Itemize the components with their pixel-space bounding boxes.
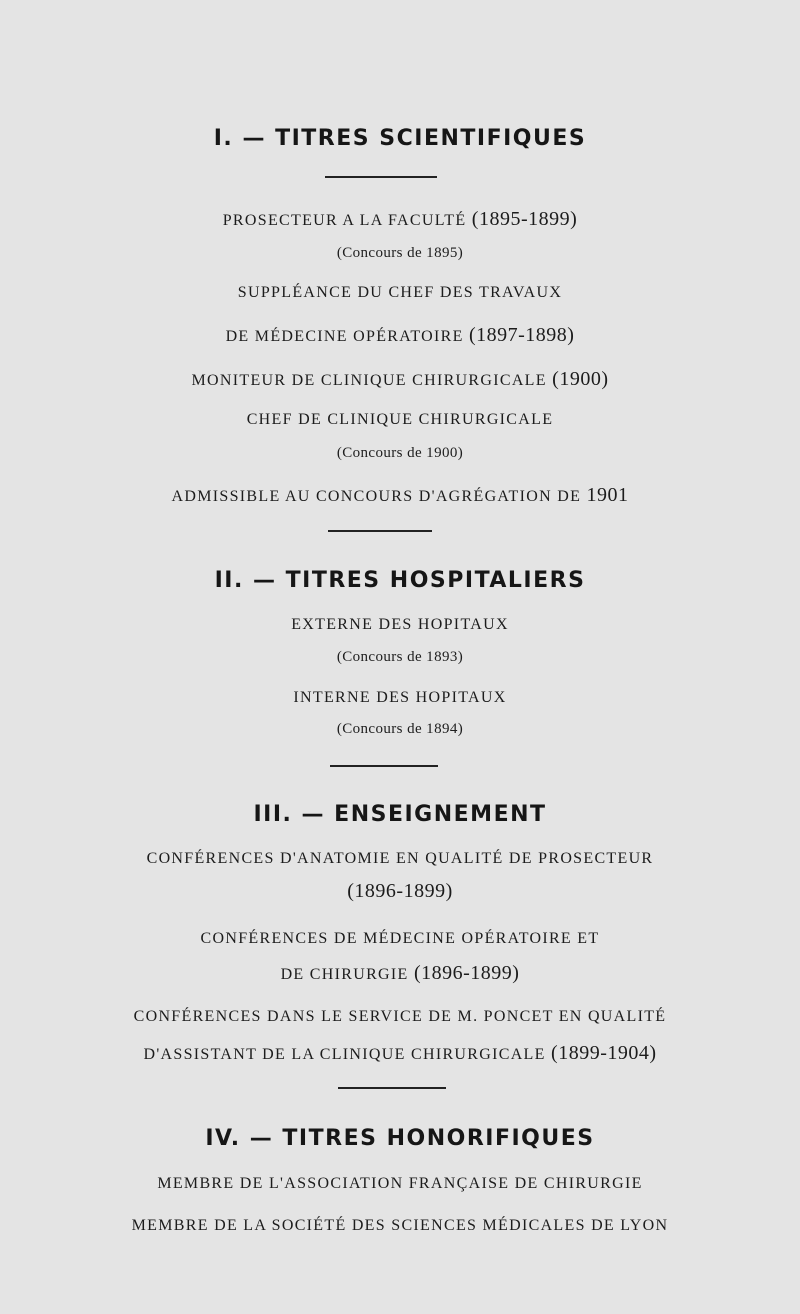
entry-year: (1895-1899) — [471, 208, 578, 230]
section-divider — [330, 765, 438, 767]
section-divider — [325, 176, 437, 178]
entry-assistant — [0, 1042, 800, 1065]
entry-text: DE MÉDECINE OPÉRATOIRE — [225, 328, 464, 345]
entry-concours-1895: (Concours de 1895) — [336, 245, 464, 261]
entry-interne — [0, 689, 800, 707]
entry-admissible — [0, 484, 800, 507]
entry-concours-1893: (Concours de 1893) — [336, 649, 464, 665]
entry-text: CONFÉRENCES D'ANATOMIE EN QUALITÉ DE PROSECTEUR — [146, 850, 654, 867]
entry-year: (1896-1899) — [347, 880, 453, 902]
entry-conferences-poncet — [0, 1008, 800, 1026]
entry-text: CONFÉRENCES DE MÉDECINE OPÉRATOIRE ET — [200, 930, 600, 947]
entry-conferences-medecine — [0, 930, 800, 948]
section-divider — [328, 530, 432, 532]
entry-text: SUPPLÉANCE DU CHEF DES TRAVAUX — [237, 284, 563, 301]
entry-text: ADMISSIBLE AU CONCOURS D'AGRÉGATION DE — [171, 488, 582, 505]
entry-text: MONITEUR DE CLINIQUE CHIRURGICALE — [191, 372, 547, 389]
entry-text: MEMBRE DE LA SOCIÉTÉ DES SCIENCES MÉDICALES DE LYON — [131, 1217, 669, 1234]
section-heading-titres-honorifiques: IV. — TITRES HONORIFIQUES — [205, 1126, 595, 1151]
entry-text: MEMBRE DE L'ASSOCIATION FRANÇAISE DE CHIRURGIE — [157, 1175, 643, 1192]
section-heading-titres-scientifiques: I. — TITRES SCIENTIFIQUES — [213, 126, 587, 151]
entry-conferences-anatomie — [0, 850, 800, 868]
entry-year: 1901 — [586, 484, 629, 506]
entry-moniteur — [0, 368, 800, 391]
entry-chirurgie — [0, 962, 800, 985]
section-heading-enseignement: III. — ENSEIGNEMENT — [253, 802, 547, 827]
entry-text: CONFÉRENCES DANS LE SERVICE DE M. PONCET EN QUALITÉ — [133, 1008, 667, 1025]
entry-year: (1897-1898) — [468, 324, 575, 346]
entry-year: (1899-1904) — [551, 1042, 657, 1064]
entry-years-anatomie — [0, 880, 800, 903]
entry-text: EXTERNE DES HOPITAUX — [291, 616, 509, 633]
entry-year: (1896-1899) — [413, 962, 520, 984]
entry-membre-association — [0, 1175, 800, 1193]
entry-text: DE CHIRURGIE — [280, 966, 409, 983]
entry-text: INTERNE DES HOPITAUX — [293, 689, 507, 706]
section-heading-titres-hospitaliers: II. — TITRES HOSPITALIERS — [214, 568, 586, 593]
entry-prosecteur — [0, 208, 800, 231]
section-divider — [338, 1087, 446, 1089]
entry-year: (1900) — [552, 368, 609, 390]
entry-chef-clinique — [0, 411, 800, 429]
entry-medecine-operatoire — [0, 324, 800, 347]
entry-text: PROSECTEUR A LA FACULTÉ — [222, 212, 467, 229]
entry-membre-societe — [0, 1217, 800, 1235]
entry-suppleance — [0, 284, 800, 302]
entry-text: D'ASSISTANT DE LA CLINIQUE CHIRURGICALE — [143, 1046, 546, 1063]
entry-externe — [0, 616, 800, 634]
entry-concours-1900: (Concours de 1900) — [336, 445, 464, 461]
entry-text: CHEF DE CLINIQUE CHIRURGICALE — [246, 411, 554, 428]
entry-concours-1894: (Concours de 1894) — [336, 721, 464, 737]
